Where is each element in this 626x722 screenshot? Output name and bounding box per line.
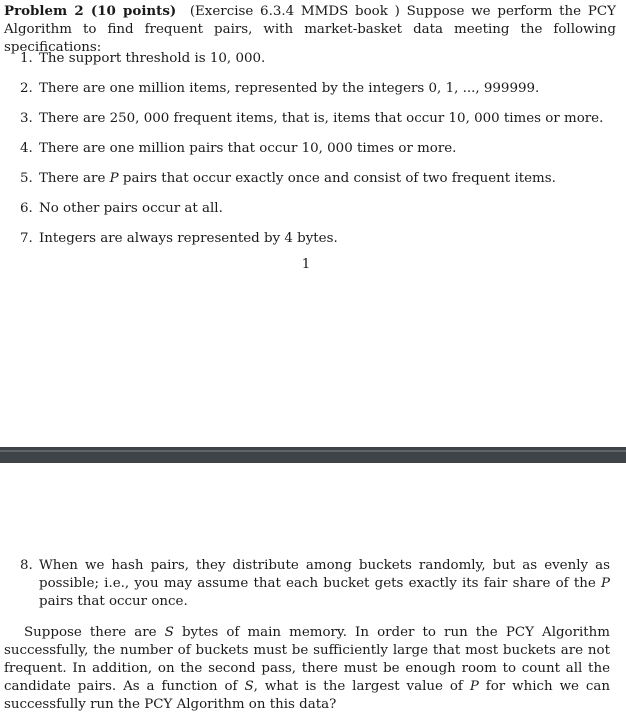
spec-number: 6. <box>20 201 33 216</box>
spec-number: 3. <box>20 111 33 126</box>
spec-item-4 <box>20 140 610 170</box>
spec-text-before: When we hash pairs, they distribute among buckets randomly, but as evenly as possible; i.e., you may assume that each bucket gets exactly its fair share of the <box>39 558 610 591</box>
question-paragraph <box>4 624 610 714</box>
question-text-2: bytes of main memory. In order to run the PCY Algorithm successfully, the number of buckets must be sufficiently large that most buckets are not frequent. In addition, on the second pass, there must be enough room to count all the candidate pairs. As a function of <box>4 625 610 694</box>
spec-text: Integers are always represented by 4 bytes. <box>39 231 338 246</box>
math-variable-p: P <box>600 576 610 591</box>
spec-text-after: pairs that occur once. <box>39 594 188 609</box>
spec-list <box>20 50 610 260</box>
spec-item-1 <box>20 50 610 80</box>
spec-number: 7. <box>20 231 33 246</box>
spec-text-after: pairs that occur exactly once and consist of two frequent items. <box>118 171 556 186</box>
spec-item-6 <box>20 200 610 230</box>
spec-text: The support threshold is 10, 000. <box>39 51 266 66</box>
spec-text: There are 250, 000 frequent items, that is, items that occur 10, 000 times or more. <box>39 111 604 126</box>
spec-number: 4. <box>20 141 33 156</box>
question-text-3: , what is the largest value of <box>253 679 470 694</box>
question-text-1: Suppose there are <box>24 625 165 640</box>
question-text-4: for which we can successfully run the PCY Algorithm on this data? <box>4 679 611 712</box>
spec-item-8 <box>20 557 610 611</box>
spec-number: 2. <box>20 81 33 96</box>
problem-intro-paragraph <box>4 2 616 57</box>
spec-number: 1. <box>20 51 33 66</box>
math-variable-p: P <box>109 171 119 186</box>
problem-title: Problem 2 (10 points) <box>4 3 177 19</box>
spec-number: 8. <box>20 558 33 573</box>
spec-item-3 <box>20 110 610 140</box>
spec-text-before: There are <box>39 171 110 186</box>
spec-text: No other pairs occur at all. <box>39 201 223 216</box>
spec-item-2 <box>20 80 610 110</box>
math-variable-s: S <box>244 679 254 694</box>
spec-text: There are one million items, represented by the integers 0, 1, ..., 999999. <box>39 81 540 96</box>
math-variable-p: P <box>469 679 479 694</box>
page-number: 1 <box>301 257 311 272</box>
page-divider <box>0 447 626 463</box>
problem-intro-text: (Exercise 6.3.4 MMDS book ) Suppose we perform the PCY Algorithm to find frequent pairs, with market-basket data meeting the following specifications: <box>4 4 616 55</box>
page-bottom <box>0 463 626 722</box>
spec-number: 5. <box>20 171 33 186</box>
spec-text: There are one million pairs that occur 10, 000 times or more. <box>39 141 457 156</box>
spec-item-5 <box>20 170 610 200</box>
math-variable-s: S <box>164 625 174 640</box>
spec-item-8-body <box>39 557 610 611</box>
